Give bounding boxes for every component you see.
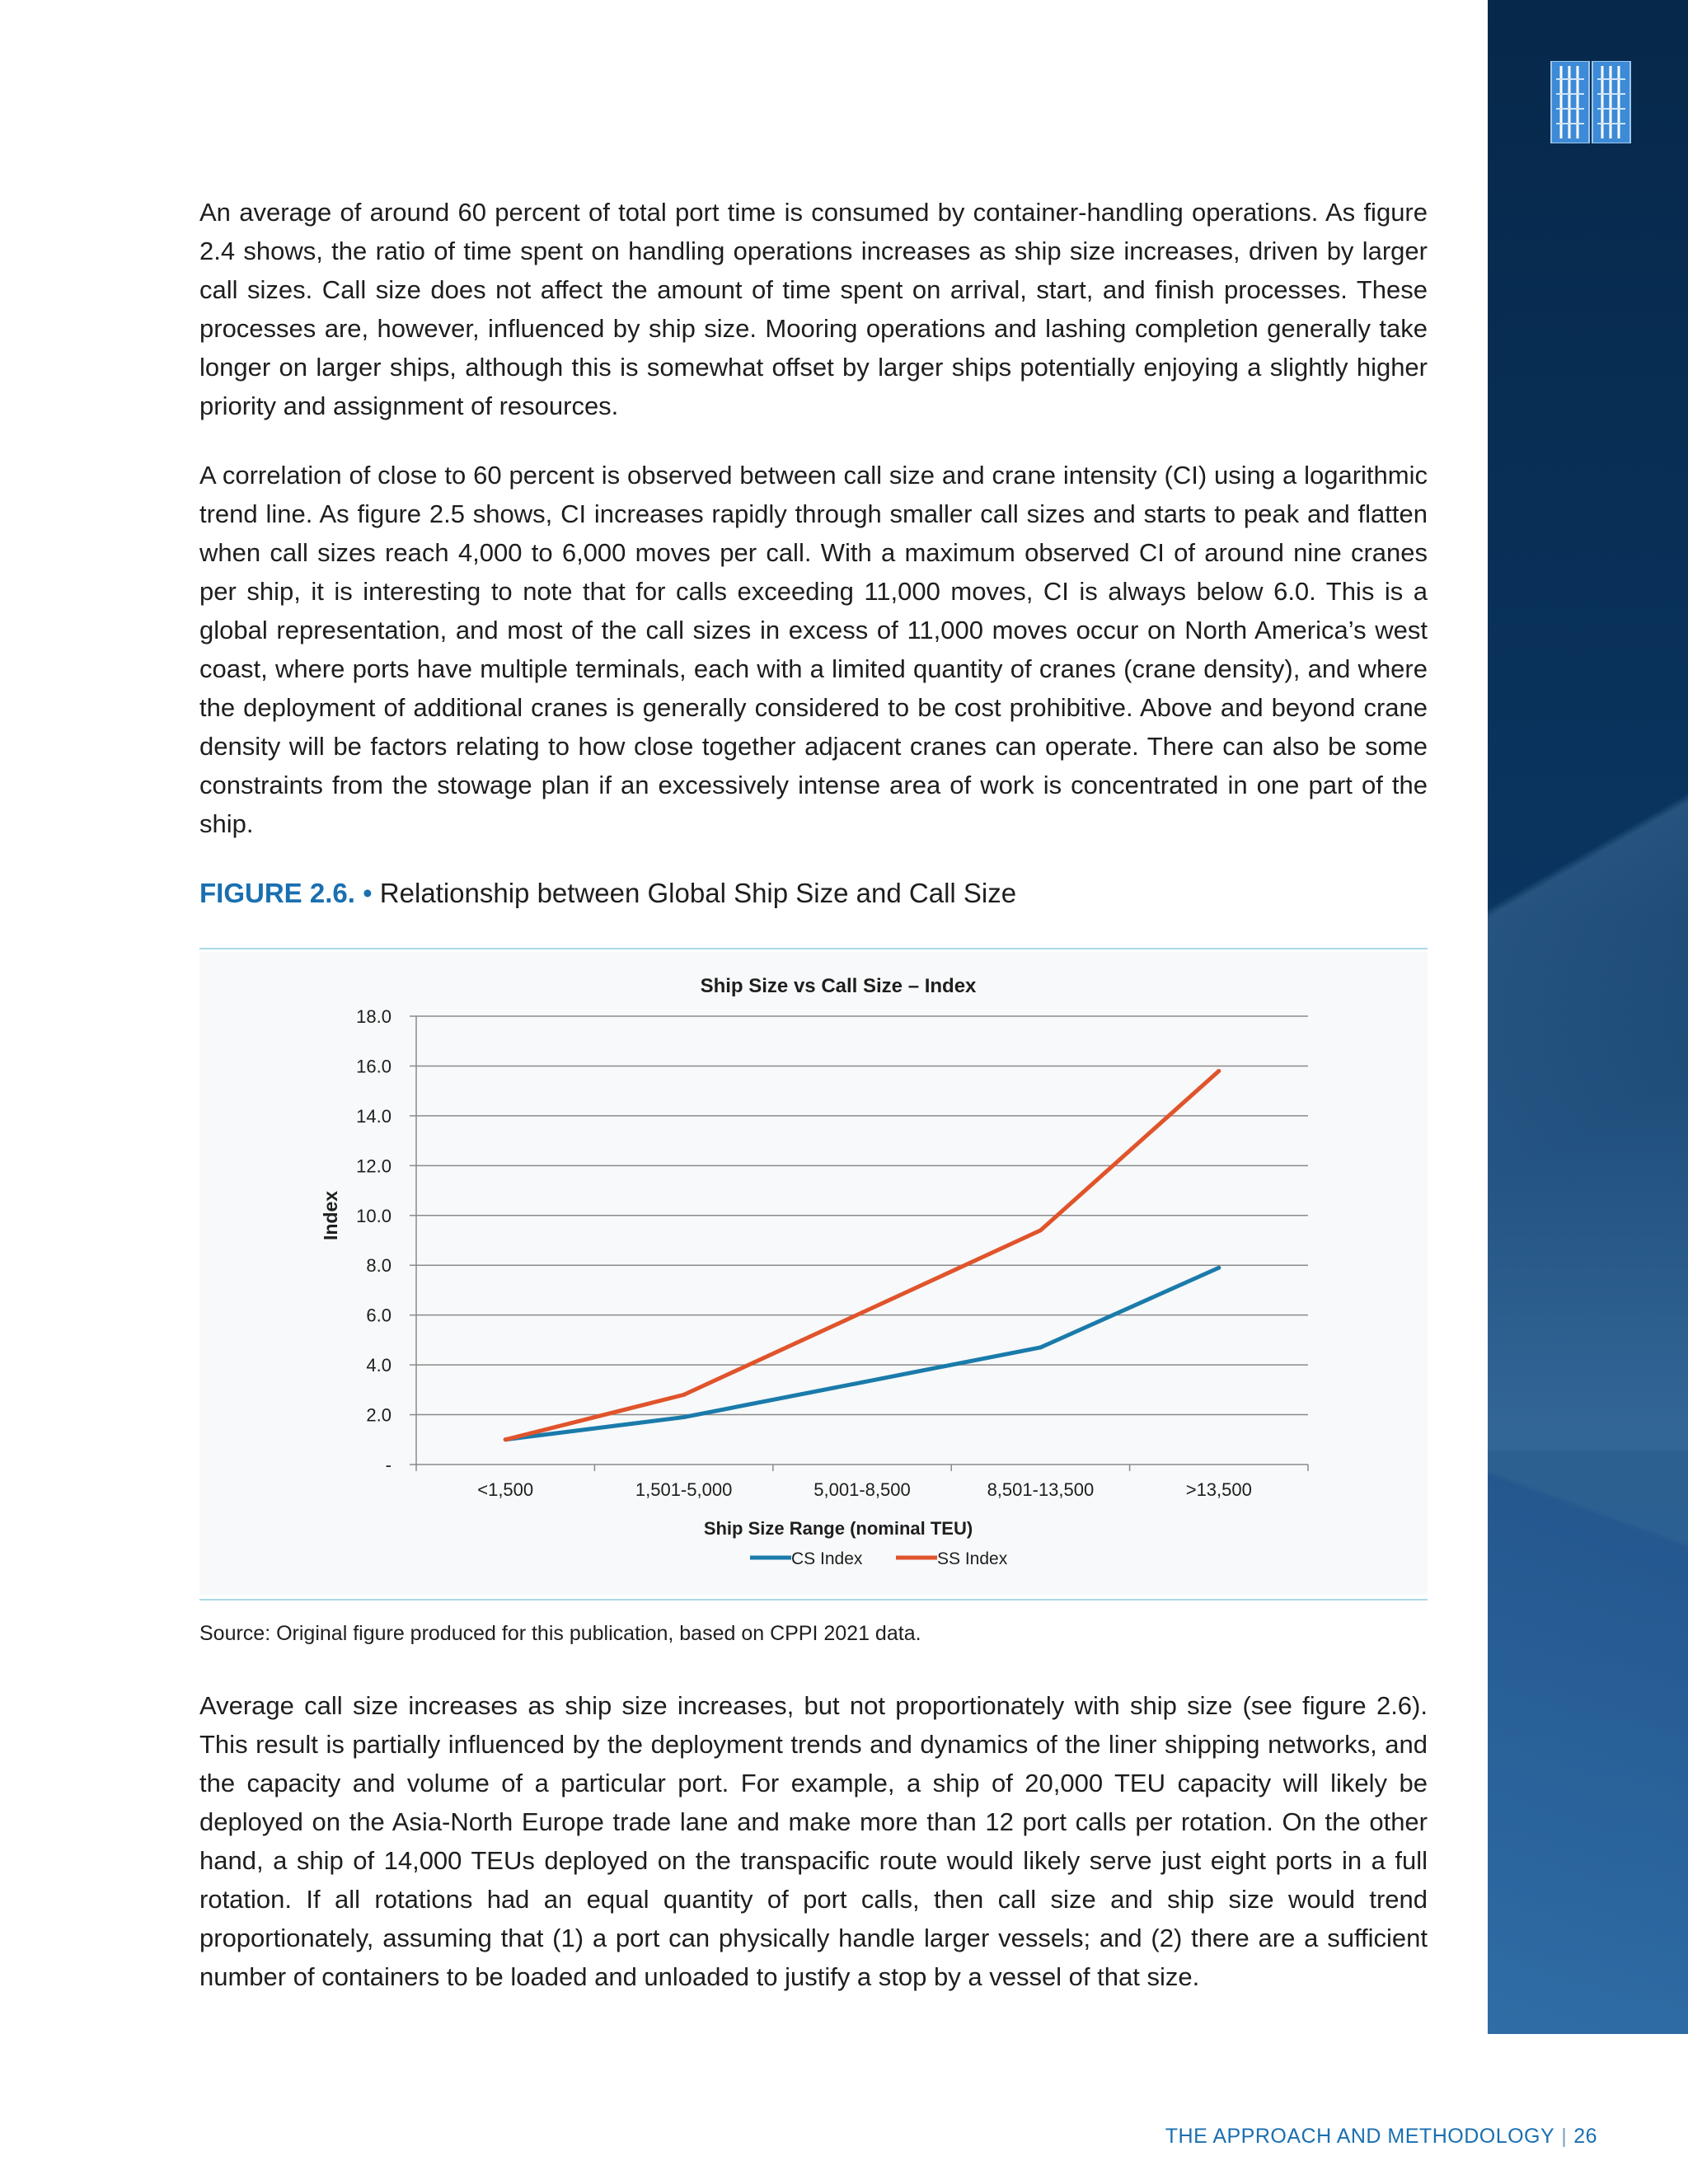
- x-tick-label: 8,501-13,500: [987, 1479, 1095, 1500]
- y-tick-label: 2.0: [366, 1404, 392, 1426]
- figure-bottom-rule: [199, 1599, 1428, 1601]
- page-number: 26: [1573, 2125, 1597, 2148]
- figure-source: Source: Original figure produced for this publication, based on CPPI 2021 data.: [199, 1622, 921, 1645]
- sidebar-band: [1488, 0, 1688, 2034]
- body-paragraph-3: Average call size increases as ship size increases, but not proportionately with ship size (see figure 2.6). This result is partially influenced by the deployment trends and dynamics of the liner shipping networks, and the capacity and volume of a particular port. For example, a ship of 20,000 TEU capacity will likely be deployed on the Asia-North Europe trade lane and make more than 12 port calls per rotation. On the other hand, a ship of 14,000 TEUs deployed on the transpacific route would likely serve just eight ports in a full rotation. If all rotations had an equal quantity of port calls, then call size and ship size would trend proportionately, assuming that (1) a port can physically handle larger vessels; and (2) there are a sufficient number of containers to be loaded and unloaded to justify a stop by a vessel of that size.: [199, 1691, 1428, 1991]
- x-tick-label: >13,500: [1185, 1479, 1252, 1500]
- y-axis-label: Index: [320, 1190, 341, 1241]
- sidebar-decoration: [1488, 626, 1688, 1451]
- data-point: [860, 1380, 865, 1385]
- data-point: [682, 1415, 686, 1419]
- data-point: [682, 1393, 686, 1397]
- sidebar-decoration-lower: [1488, 1401, 1688, 2034]
- figure-title: [199, 875, 1016, 912]
- y-tick-label: 16.0: [356, 1056, 392, 1077]
- data-point: [1039, 1345, 1043, 1349]
- figure-number: FIGURE 2.6.: [199, 878, 355, 908]
- footer-section: THE APPROACH AND METHODOLOGY: [1165, 2125, 1555, 2148]
- y-tick-label: 14.0: [356, 1105, 392, 1127]
- page-footer: [989, 2123, 1597, 2149]
- y-tick-label: 12.0: [356, 1155, 392, 1177]
- chart-title: Ship Size vs Call Size – Index: [700, 975, 977, 997]
- data-point: [504, 1437, 508, 1441]
- x-tick-label: 1,501-5,000: [635, 1479, 733, 1500]
- y-tick-label: 4.0: [366, 1355, 392, 1376]
- legend-label: SS Index: [937, 1549, 1008, 1568]
- footer-separator: |: [1561, 2125, 1568, 2148]
- data-point: [1217, 1266, 1221, 1270]
- container-logo-icon: [1550, 61, 1632, 143]
- x-axis-label: Ship Size Range (nominal TEU): [703, 1518, 973, 1539]
- data-point: [860, 1310, 865, 1315]
- figure-caption: Relationship between Global Ship Size and Call Size: [379, 878, 1017, 908]
- body-paragraph-1: An average of around 60 percent of total port time is consumed by container-handling operations. As figure 2.4 shows, the ratio of time spent on handling operations increases as ship size increases, driven by larger call sizes. Call size does not affect the amount of time spent on arrival, start, and finish processes. These processes are, however, influenced by ship size. Mooring operations and lashing completion generally take longer on larger ships, although this is somewhat offset by larger ships potentially enjoying a slightly higher priority and assignment of resources.: [199, 198, 1428, 420]
- body-paragraph-2: A correlation of close to 60 percent is observed between call size and crane intensity (CI) using a logarithmic trend line. As figure 2.5 shows, CI increases rapidly through smaller call sizes and starts to peak and flatten when call sizes reach 4,000 to 6,000 moves per call. With a maximum observed CI of around nine cranes per ship, it is interesting to note that for calls exceeding 11,000 moves, CI is always below 6.0. This is a global representation, and most of the call sizes in excess of 11,000 moves occur on North America’s west coast, where ports have multiple terminals, each with a limited quantity of cranes (crane density), and where the deployment of additional cranes is generally considered to be cost prohibitive. Above and beyond crane density will be factors relating to how close together adjacent cranes can operate. There can also be some constraints from the stowage plan if an excessively intense area of work is concentrated in one part of the ship.: [199, 461, 1428, 838]
- x-tick-label: <1,500: [477, 1479, 534, 1500]
- data-point: [1217, 1069, 1221, 1073]
- legend-label: CS Index: [791, 1549, 863, 1568]
- y-tick-label: 8.0: [366, 1255, 392, 1277]
- y-tick-label: 10.0: [356, 1205, 392, 1226]
- x-tick-label: 5,001-8,500: [814, 1479, 911, 1500]
- figure-top-rule: [199, 948, 1428, 949]
- y-tick-label: -: [385, 1455, 392, 1475]
- y-tick-label: 18.0: [356, 1006, 392, 1027]
- figure-separator: •: [363, 878, 373, 908]
- data-point: [1039, 1228, 1043, 1232]
- y-tick-label: 6.0: [366, 1305, 392, 1326]
- line-chart: [199, 952, 1428, 1595]
